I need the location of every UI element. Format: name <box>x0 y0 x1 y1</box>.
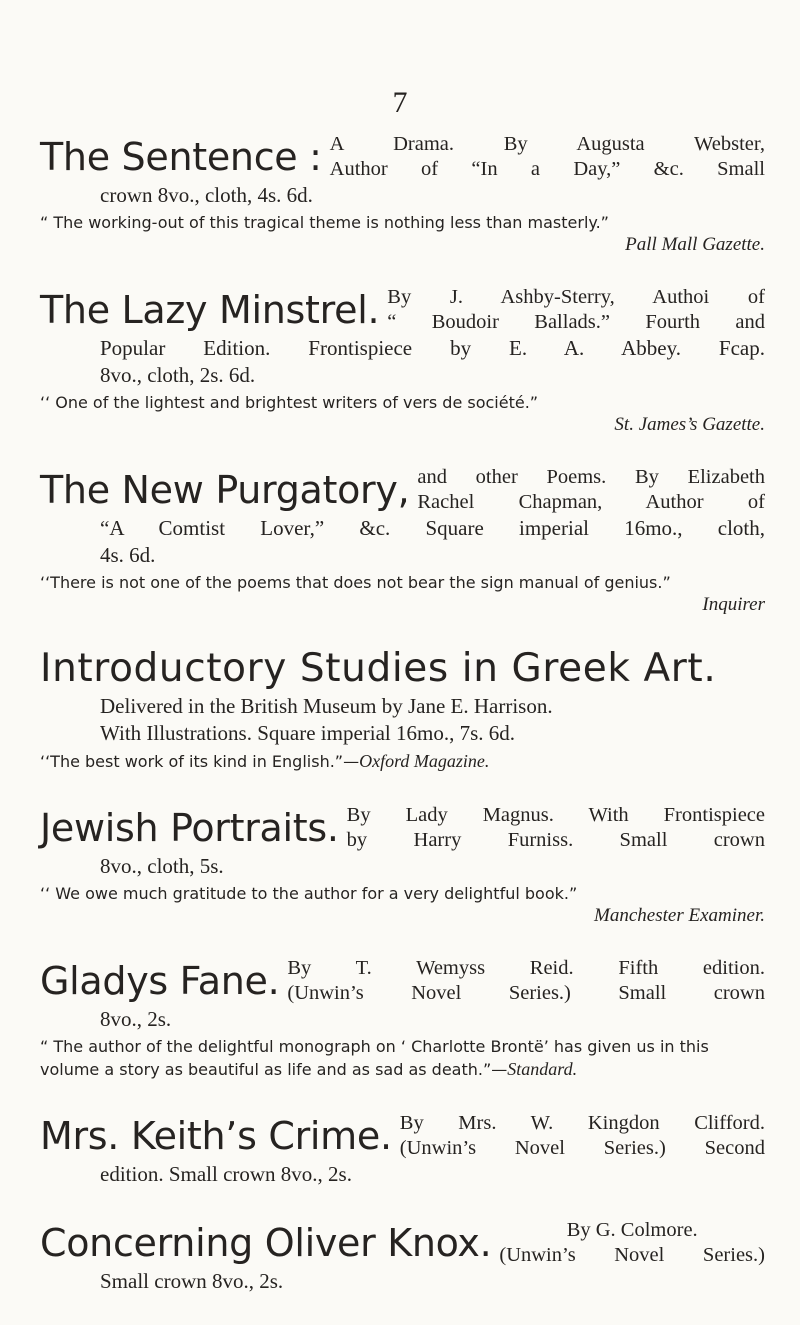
detail-line: Author of “In a Day,” &c. Small <box>329 158 765 180</box>
detail-line: “A Comtist Lover,” &c. Square imperial 16mo., cloth, <box>100 516 765 540</box>
book-details <box>40 1268 765 1295</box>
book-details-head <box>392 1111 765 1161</box>
catalogue-entry <box>40 645 765 773</box>
detail-line: A Drama. By Augusta Webster, <box>329 133 765 155</box>
book-details <box>40 182 765 209</box>
book-details-head <box>491 1218 765 1268</box>
book-title: Mrs. Keith’s Crime. <box>40 1114 392 1158</box>
detail-line: (Unwin’s Novel Series.) <box>499 1244 765 1266</box>
review-source: Standard. <box>507 1059 578 1079</box>
book-title: Gladys Fane. <box>40 959 280 1003</box>
review-text: ‘‘The best work of its kind in English.”— <box>40 752 360 771</box>
detail-line: By T. Wemyss Reid. Fifth edition. <box>287 957 765 979</box>
book-details <box>40 853 765 880</box>
catalogue-entry <box>40 956 765 1081</box>
entry-heading <box>40 645 765 693</box>
catalogue-entry <box>40 1111 765 1188</box>
review-quote: ‘‘There is not one of the poems that does not bear the sign manual of genius.” <box>40 573 671 592</box>
review-quote: ‘‘ We owe much gratitude to the author for a very delightful book.” <box>40 884 578 903</box>
detail-line: Small crown 8vo., 2s. <box>100 1269 284 1293</box>
book-title: The Sentence : <box>40 135 322 179</box>
entry-heading <box>40 285 765 335</box>
book-details <box>40 335 765 389</box>
entry-heading <box>40 465 765 515</box>
detail-line: and other Poems. By Elizabeth <box>417 466 765 488</box>
book-details-head <box>339 803 765 853</box>
review-source: Inquirer <box>702 594 765 615</box>
detail-line: by Harry Furniss. Small crown <box>346 829 765 851</box>
catalogue-entry <box>40 132 765 255</box>
catalogue-entry <box>40 285 765 435</box>
review-source: St. James’s Gazette. <box>614 414 765 435</box>
entry-heading <box>40 803 765 853</box>
book-details-head <box>379 285 765 335</box>
detail-line: 8vo., cloth, 2s. 6d. <box>100 363 256 387</box>
detail-line: Popular Edition. Frontispiece by E. A. Abbey. Fcap. <box>100 336 765 360</box>
book-details-head <box>409 465 765 515</box>
book-details <box>40 693 765 747</box>
review-source: Pall Mall Gazette. <box>625 234 765 255</box>
entry-heading <box>40 1111 765 1161</box>
detail-line: (Unwin’s Novel Series.) Second <box>399 1137 765 1159</box>
detail-line: (Unwin’s Novel Series.) Small crown <box>287 982 765 1004</box>
review-quote <box>40 1036 765 1081</box>
detail-line: “ Boudoir Ballads.” Fourth and <box>387 311 765 333</box>
review-source: Manchester Examiner. <box>594 905 765 926</box>
detail-line: Rachel Chapman, Author of <box>417 491 765 513</box>
catalogue-entry <box>40 1218 765 1295</box>
review-source: Oxford Magazine. <box>359 751 490 771</box>
book-details-head <box>322 132 765 182</box>
detail-line: By Lady Magnus. With Frontispiece <box>346 804 765 826</box>
detail-line: edition. Small crown 8vo., 2s. <box>100 1162 352 1186</box>
review-quote <box>40 750 765 773</box>
book-title: Jewish Portraits. <box>40 806 339 850</box>
detail-line: 8vo., 2s. <box>100 1007 172 1031</box>
book-title: Introductory Studies in Greek Art. <box>40 646 717 691</box>
catalogue-entry <box>40 803 765 926</box>
entry-heading <box>40 132 765 182</box>
book-title: Concerning Oliver Knox. <box>40 1221 492 1265</box>
detail-line: By Mrs. W. Kingdon Clifford. <box>399 1112 765 1134</box>
entry-heading <box>40 956 765 1006</box>
book-details <box>40 515 765 569</box>
detail-line: By J. Ashby-Sterry, Authoi of <box>387 286 765 308</box>
catalogue-page <box>40 132 765 1325</box>
book-title: The Lazy Minstrel. <box>40 288 380 332</box>
catalogue-entry <box>40 465 765 615</box>
review-quote: “ The working-out of this tragical theme is nothing less than masterly.” <box>40 213 609 232</box>
book-details <box>40 1161 765 1188</box>
detail-line: Delivered in the British Museum by Jane E. Harrison. <box>100 694 553 718</box>
review-quote: ‘‘ One of the lightest and brightest writers of vers de société.” <box>40 393 539 412</box>
entry-heading <box>40 1218 765 1268</box>
detail-line: With Illustrations. Square imperial 16mo., 7s. 6d. <box>100 721 516 745</box>
detail-line: 4s. 6d. <box>100 543 156 567</box>
review-text: “ The author of the delightful monograph on ‘ Charlotte Brontë’ has given us in this volume a story as beautiful as life and as sad as death.”— <box>40 1037 709 1079</box>
detail-line: 8vo., cloth, 5s. <box>100 854 224 878</box>
detail-line: By G. Colmore. <box>566 1219 698 1241</box>
detail-line: crown 8vo., cloth, 4s. 6d. <box>100 183 313 207</box>
page-number: 7 <box>392 86 408 119</box>
book-details <box>40 1006 765 1033</box>
book-title: The New Purgatory, <box>40 468 410 512</box>
book-details-head <box>279 956 765 1006</box>
